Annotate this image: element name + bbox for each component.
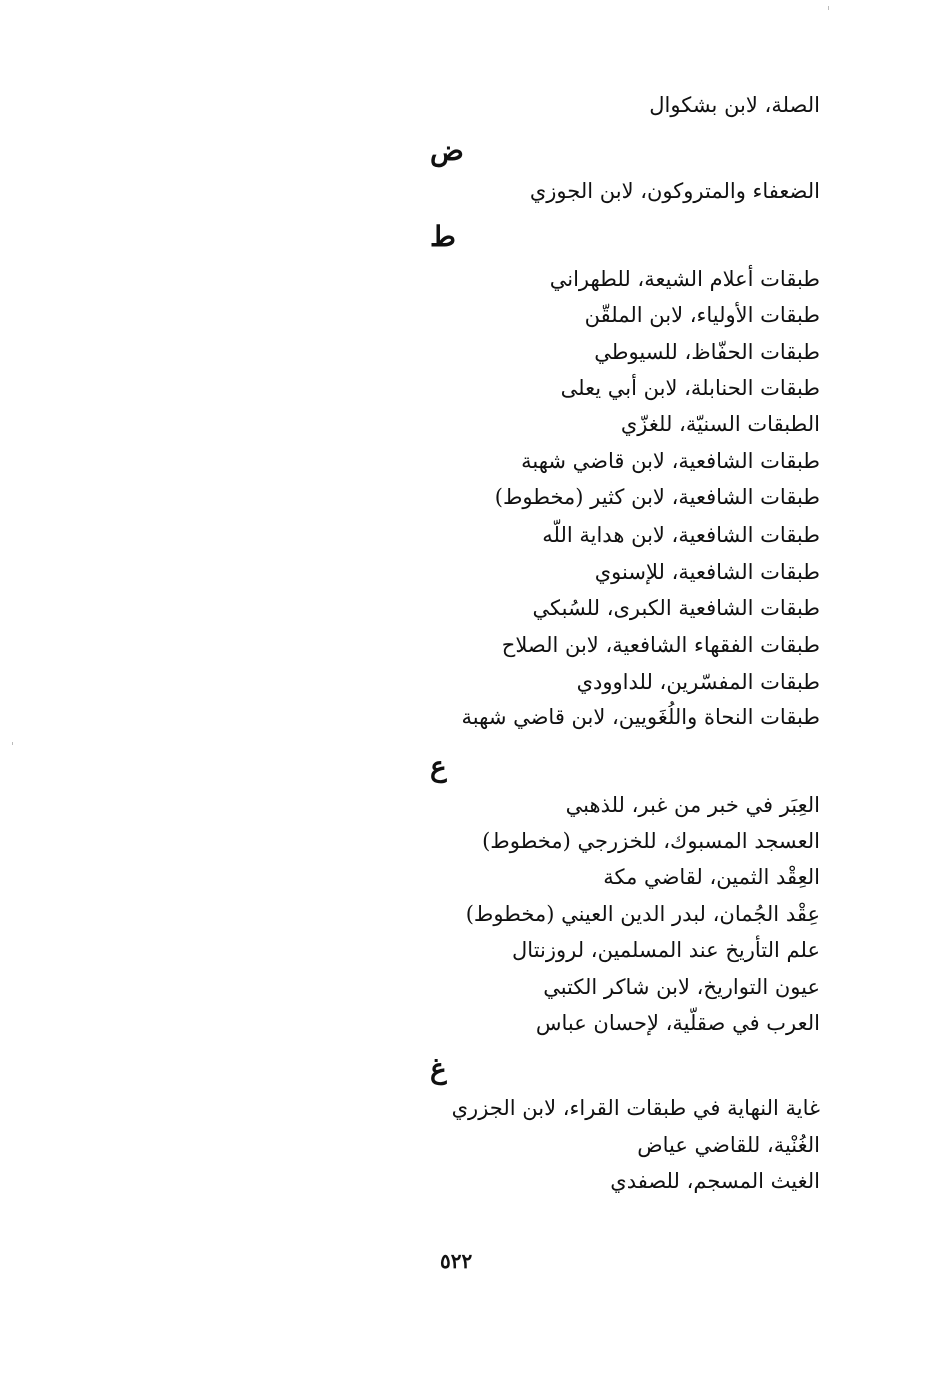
list-entry: الطبقات السنيّة، للغزّي: [620, 412, 820, 436]
list-entry: طبقات المفسّرين، للداوودي: [576, 670, 820, 694]
list-entry: عيون التواريخ، لابن شاكر الكتبي: [543, 975, 820, 999]
list-entry: الغُنْية، للقاضي عياض: [637, 1133, 820, 1157]
list-entry: طبقات أعلام الشيعة، للطهراني: [549, 267, 820, 291]
section-letter: ض: [430, 134, 464, 167]
list-entry: طبقات النحاة واللُغَويين، لابن قاضي شهبة: [461, 705, 820, 729]
list-entry: طبقات الشافعية الكبرى، للسُبكي: [532, 596, 820, 620]
list-entry: الصلة، لابن بشكوال: [649, 93, 820, 117]
list-entry: طبقات الحنابلة، لابن أبي يعلى: [560, 376, 820, 400]
list-entry: علم التأريخ عند المسلمين، لروزنتال: [512, 938, 820, 962]
list-entry: طبقات الشافعية، لابن كثير (مخطوط): [494, 485, 820, 509]
list-entry: العرب في صقلّية، لإحسان عباس: [535, 1011, 820, 1035]
list-entry: العِبَر في خبر من غبر، للذهبي: [565, 793, 820, 817]
list-entry: طبقات الأولياء، لابن الملقّن: [584, 303, 820, 327]
list-entry: عِقْد الجُمان، لبدر الدين العيني (مخطوط): [465, 902, 820, 926]
scan-mark: [828, 6, 829, 10]
section-letter: ط: [430, 220, 456, 253]
page-number: ٥٢٢: [440, 1249, 473, 1273]
list-entry: طبقات الحفّاظ، للسيوطي: [594, 340, 820, 364]
scan-mark: [12, 742, 13, 745]
list-entry: غاية النهاية في طبقات القراء، لابن الجزري: [451, 1096, 820, 1120]
section-letter: ع: [430, 750, 447, 783]
list-entry: العِقْد الثمين، لقاضي مكة: [603, 865, 820, 889]
list-entry: الغيث المسجم، للصفدي: [610, 1169, 820, 1193]
list-entry: طبقات الشافعية، لابن هداية اللّه: [542, 523, 820, 547]
section-letter: غ: [430, 1052, 447, 1085]
list-entry: طبقات الشافعية، للإسنوي: [594, 560, 820, 584]
list-entry: الضعفاء والمتروكون، لابن الجوزي: [529, 179, 820, 203]
list-entry: طبقات الشافعية، لابن قاضي شهبة: [521, 449, 820, 473]
list-entry: العسجد المسبوك، للخزرجي (مخطوط): [482, 829, 820, 853]
list-entry: طبقات الفقهاء الشافعية، لابن الصلاح: [501, 633, 820, 657]
